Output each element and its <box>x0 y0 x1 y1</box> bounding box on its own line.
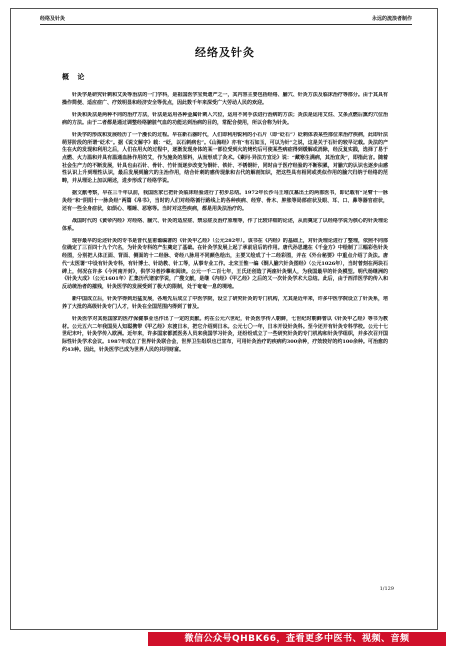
paragraph-7: 新中国成立后，针灸学得到迅猛发展，各地先后成立了中医学院，设立了研究针灸的专门机构，尤其是近年来，许多中医学院设立了针灸系，培养了大批的高级针灸专门人才，针灸在全国范围内得到了普及。 <box>62 296 388 310</box>
chapter-title: 经络及针灸 <box>195 46 255 59</box>
paragraph-2: 针灸和灸法是两种不同的治疗方法，针法是运用各种金属针刺入穴位，运用不同手法进行治病的方法；灸法是运用艾炷、艾条点燃后熏灼穴位治病的方法。由于二者都是通过调整经络腑脏气血的功能达到治病的目的，常配合使用，所以合称为针灸。 <box>62 111 388 126</box>
wechat-promo-banner: 微信公众号QHBK66，查看更多中医书、视频、音频 <box>148 632 446 646</box>
section-heading: 概 论 <box>62 72 88 81</box>
page-number: 1/129 <box>379 586 394 592</box>
paragraph-5: 战国时代的《黄帝内经》对经络、腧穴、针灸的适应症、禁忌症及治疗原理等，作了比较详细的论述，从而奠定了以经络学说为核心的针灸理论体系。 <box>62 217 388 232</box>
paragraph-8: 针灸医学对其他国家的医疗保健事业也作出了一定的贡献。约在公元六世纪，针灸医学传入朝鲜，七世纪时朝鲜曾以《针灸甲乙经》等书为教材。公元五六二年我国吴人知聪携带《甲乙经》东渡日本，把它介绍到日本。公元七〇一年，日本开设针灸科。至今还开有针灸专科学校。公元十七世纪末叶，针灸学传入欧洲。近年来，许多国家都派医务人员来我国学习针灸，还纷纷成立了一些研究针灸的专门机构和针灸学组织，并多次召开国际性针灸学术会议。1987年成立了世界针灸联合会，世界卫生组织也已宣布，可用针灸治疗的疾病约300余种，疗效较好的约100余种。可治愈的约43种。因此，针灸医学已成为世界人民的共同财富。 <box>62 316 388 353</box>
paragraph-1: 针灸学是研究针刺和艾灸等治法的一门学科，是祖国医学宝贵遗产之一，其内容主要包括经络、腧穴、针灸方法及临床治疗等部分。由于其具有操作简便、适应症广、疗效明显和经济安全等优点，因此数千年来深受广大劳动人民的欢迎。 <box>62 92 388 106</box>
paragraph-6: 现存最早的论述针灸的专书是晋代皇甫谧编著的《针灸甲乙经》（公元282年）。该书在《内经》的基础上，对针灸理论进行了整理，依照不同部位确定了三百四十九个穴名，为针灸专科的产生奠定了基础。在针灸学发展上起了承前启后的作用。唐代孙思邈在《千金方》中绘制了三幅彩色针灸经图，分别把人体正面、背面、侧面的十二经脉、奇经八脉用不同颜色绘出，主要又绘成了十二经彩图，并在《外台秘要》中重点介绍了灸法。唐代“太医署”中设有针灸专科，有针博士、针助教、针工等，从事专业工作。北宋王惟一编《铜人腧穴针灸图经》（公元1026年），当时曾刻在两块石碑上，何况在许多《今河南开封》，供学习者抄摹和阅读。公元一千二百七年，王氏还创造了两座针灸铜人，为我国最早的针灸模型。明代杨继洲的《针灸大成》（公元1601年）汇集历代诸家学说，广搜文献，是继《内经》《甲乙经》之后的又一次针灸学术大总结。此后，由于西洋医学的传入和反动统治者的摧残，针灸医学的发展受到了极大的限制，处于奄奄一息的境地。 <box>62 237 388 290</box>
running-header <box>40 14 412 25</box>
paragraph-4: 据文献考察，早在三千年以前，我国医家已把针灸临床经验进行了初步总结。1972年长沙马王堆汉墓出土的两部医书，即记载有“足臂十一脉灸经”和“阴阳十一脉灸经”两篇《帛书》，当时的人们对经络循行路线上的各种疾病、经穿、骨木、肿胀等局部症状及眼、耳、口、鼻等器官症状，还有一些全身症状，如烦心、嗜睡、恶寒等。当时对这些疾病，都是用灸法治疗的。 <box>62 190 388 212</box>
paragraph-3: 针灸学的形成和发展经历了一个漫长的过程。早在新石器时代，人们即利用锐利的小石片（即“砭石”）砭刺体表某些部位来治疗疾病，此即针法萌芽阶段的所谓“砭术”。据《说文解字》载：“砭，以石刺病也”。《山海经》亦有“有石如玉，可以为针”之说，这是关于石针的较早记载。灸法的产生在火的发现和利用之后，人们在用火的过程中，逐渐发现身体的某一部位受到火的烤灼后可使某些病症得到缓解或消除，经反复实践，选择了易于点燃、火力温和并具有温通血脉作用的艾，作为施灸的原料，从而形成了灸术。《素问·异法方宜论》说：“藏寒生满病，其治宜灸”，即指此言。随着社会生产力的不断发展，针具也由石针、骨针、竹针而逐步改变为铜针、铁针、不锈钢针，同时由于医疗经验的不断积累，对腧穴的认识也逐步由感性认识上升到理性认识，最后发展到腧穴的主治作用，结合针刺的感传现象和古代的解剖知识，把这些具有相同或类似作用的腧穴归纳于经络的范畴，并从理论上加以阐述，进步形成了经络学说。 <box>62 131 388 185</box>
body-text <box>62 92 388 359</box>
header-producer-credit: 永远的流浪者制作 <box>371 16 412 22</box>
header-book-title: 经络及针灸 <box>40 16 66 22</box>
